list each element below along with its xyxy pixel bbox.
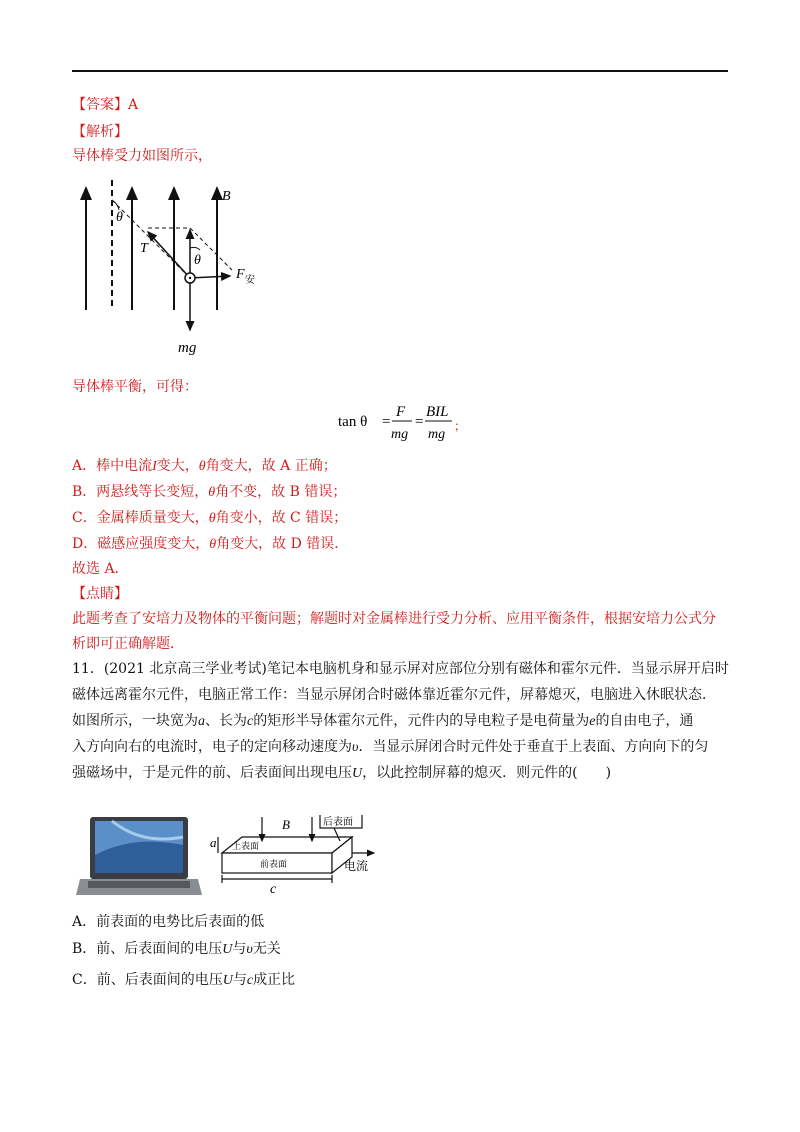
choice-A: A．前表面的电势比后表面的低 (72, 914, 265, 930)
formula-lhs: tan θ (338, 414, 368, 430)
c-label: c (270, 882, 277, 897)
point-text-2: 析即可正确解题． (72, 636, 184, 652)
theta-label-bottom: θ (194, 253, 201, 268)
formula-denominator-mg: mg (391, 427, 409, 442)
formula-denominator-mg: mg (428, 427, 446, 442)
T-label: T (140, 241, 148, 256)
choice-B: B．前、后表面间的电压U与υ无关 (72, 941, 281, 957)
option-analysis-A: A．棒中电流I变大，θ角变大，故 A 正确； (72, 458, 337, 474)
choose-text: 故选 A． (72, 561, 129, 577)
intro-text: 导体棒受力如图所示， (72, 148, 212, 164)
ampere-force-arrow (190, 276, 230, 278)
formula-end: ； (454, 419, 467, 433)
point-text-1: 此题考查了安培力及物体的平衡问题；解题时对金属棒进行受力分析、应用平衡条件，根据安培力公式分 (72, 611, 716, 627)
mg-label: mg (178, 340, 197, 356)
answer-line (72, 95, 138, 115)
answer-label: 【答案】 (72, 97, 128, 113)
B-label: B (222, 189, 231, 204)
question-line-1: 11．(2021 北京高三学业考试)笔记本电脑机身和显示屏对应部位分别有磁体和霍尔元件．当显示屏开启时 (72, 661, 729, 677)
formula (338, 398, 478, 444)
analysis-label: 【解析】 (72, 124, 128, 140)
B-label: B (282, 817, 290, 832)
laptop-image (76, 817, 202, 895)
header-rule (72, 70, 728, 72)
option-analysis-B: B．两悬线等长变短，θ角不变，故 B 错误； (72, 484, 347, 500)
question-line-3: 如图所示，一块宽为a、长为c的矩形半导体霍尔元件，元件内的导电粒子是电荷量为e的自由电子，通 (72, 713, 694, 729)
current-label: 电流 (344, 859, 369, 873)
answer-value: A (128, 97, 139, 113)
hall-element-figure (72, 815, 382, 897)
rod-center-dot (189, 277, 191, 279)
theta-arc (190, 247, 200, 250)
tension-arrow (148, 232, 190, 278)
F-subscript: 安 (245, 275, 255, 286)
theta-label-top: θ (116, 210, 123, 225)
question-line-5: 强磁场中，于是元件的前、后表面间出现电压U，以此控制屏幕的熄灭．则元件的( ) (72, 765, 612, 781)
option-analysis-D: D．磁感应强度变大，θ角变大，故 D 错误． (72, 536, 349, 552)
option-analysis-C: C．金属棒质量变大，θ角变小，故 C 错误； (72, 510, 348, 526)
front-surface-label: 前表面 (260, 860, 288, 870)
top-surface-label: 上表面 (232, 842, 260, 852)
F-label: F (236, 267, 245, 282)
formula-numerator-F: F (396, 404, 406, 420)
point-label: 【点睛】 (72, 586, 128, 602)
question-line-4: 入方向向右的电流时，电子的定向移动速度为υ．当显示屏闭合时元件处于垂直于上表面、方向向下的匀 (72, 739, 709, 755)
dashed-parallel (112, 200, 190, 278)
force-diagram (72, 180, 272, 358)
balance-text: 导体棒平衡，可得： (72, 379, 198, 395)
choice-C: C．前、后表面间的电压U与c成正比 (72, 972, 296, 988)
formula-numerator-BIL: BIL (426, 404, 449, 420)
question-line-2: 磁体远离霍尔元件，电脑正常工作：当显示屏闭合时磁体靠近霍尔元件，屏幕熄灭，电脑进入休眠状态． (72, 687, 716, 703)
equals-sign: = (382, 414, 391, 430)
equals-sign: = (415, 414, 424, 430)
back-surface-label: 后表面 (323, 817, 353, 828)
a-label: a (210, 835, 217, 850)
